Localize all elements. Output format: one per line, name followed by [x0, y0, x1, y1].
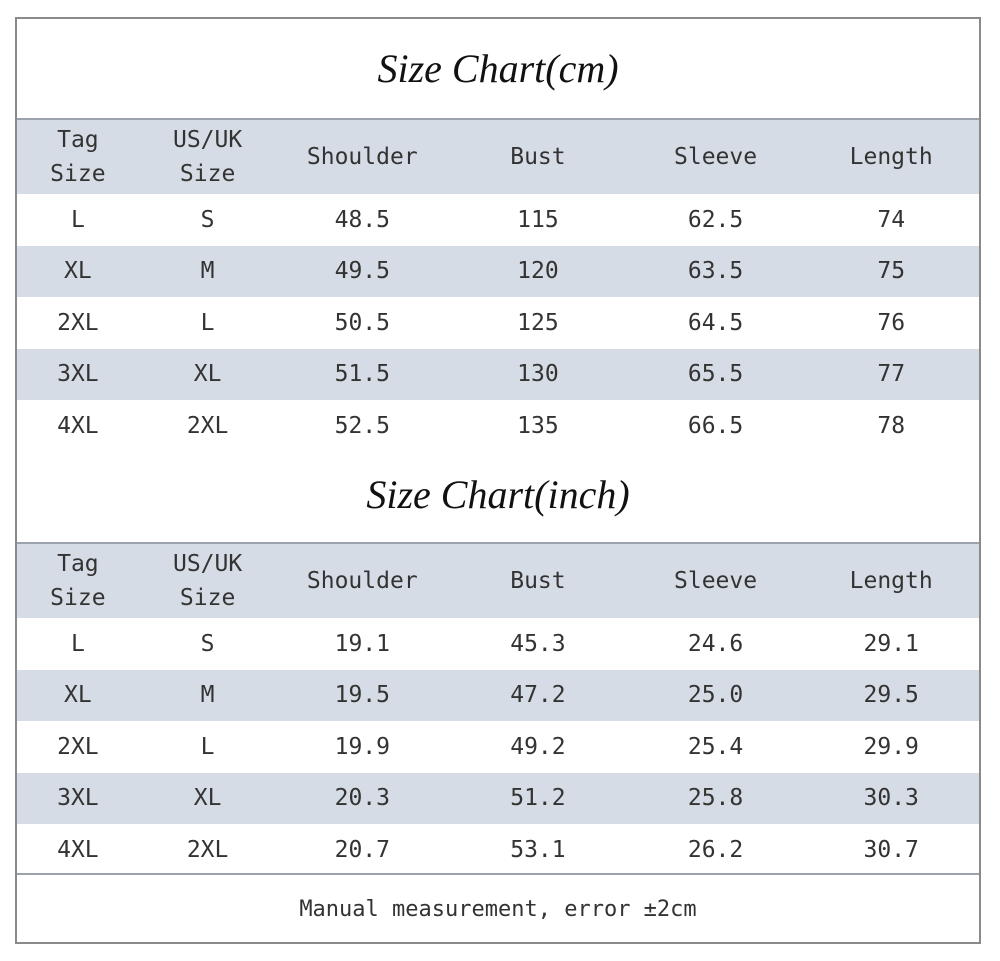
table-row — [17, 670, 979, 722]
table-cell: 120 — [517, 258, 559, 285]
column-header: Length — [849, 568, 933, 594]
inch-chart-title: Size Chart(inch) — [366, 472, 630, 517]
table-cell: 2XL — [186, 412, 229, 439]
table-cell: 4XL — [57, 412, 99, 439]
table-cell: 51.2 — [510, 785, 566, 812]
table-cell: 45.3 — [510, 630, 566, 657]
column-header: Bust — [510, 144, 566, 170]
table-cell: XL — [193, 785, 222, 812]
table-cell: 115 — [517, 206, 559, 233]
table-row — [17, 618, 979, 670]
table-cell: 25.8 — [687, 785, 744, 812]
table-cell: S — [200, 630, 215, 657]
table-cell: 2XL — [57, 733, 99, 760]
header-row — [17, 542, 979, 618]
table-cell: 20.7 — [334, 836, 390, 863]
table-cell: 135 — [517, 412, 559, 439]
table-cell: 3XL — [57, 361, 99, 388]
table-cell: 19.1 — [334, 630, 390, 657]
table-cell: M — [200, 682, 215, 709]
table-cell: L — [200, 733, 215, 760]
table-cell: 30.7 — [863, 836, 919, 863]
table-cell: 49.2 — [510, 733, 566, 760]
table-cell: M — [200, 258, 215, 285]
column-header: US/UK Size — [172, 551, 243, 611]
table-cell: L — [70, 630, 85, 657]
column-header: Length — [849, 144, 933, 170]
column-header: Shoulder — [306, 144, 418, 170]
table-cell: 29.5 — [863, 682, 919, 709]
table-cell: 25.4 — [687, 733, 744, 760]
column-header: Tag Size — [50, 127, 106, 187]
table-cell: 76 — [877, 309, 906, 336]
footer-divider — [17, 873, 979, 875]
table-row — [17, 824, 979, 876]
table-cell: 77 — [877, 361, 906, 388]
table-cell: XL — [193, 361, 222, 388]
table-cell: 48.5 — [334, 206, 390, 233]
table-row — [17, 194, 979, 246]
table-row — [17, 773, 979, 825]
table-cell: 2XL — [57, 309, 99, 336]
table-cell: XL — [64, 258, 92, 285]
table-cell: 64.5 — [687, 309, 744, 336]
table-cell: 78 — [877, 412, 906, 439]
table-cell: 53.1 — [510, 836, 566, 863]
table-cell: 66.5 — [687, 412, 744, 439]
table-cell: L — [70, 206, 85, 233]
cm-size-table — [17, 118, 979, 452]
table-row — [17, 400, 979, 452]
column-header: Shoulder — [306, 568, 418, 594]
table-cell: 65.5 — [687, 361, 744, 388]
table-cell: 3XL — [57, 785, 99, 812]
table-cell: 2XL — [186, 836, 229, 863]
table-cell: 19.5 — [334, 682, 390, 709]
table-cell: 24.6 — [687, 630, 744, 657]
table-cell: S — [200, 206, 215, 233]
size-chart-frame — [15, 17, 981, 944]
table-cell: 19.9 — [334, 733, 390, 760]
table-cell: 29.1 — [863, 630, 919, 657]
table-cell: 50.5 — [334, 309, 390, 336]
table-cell: 52.5 — [334, 412, 390, 439]
table-cell: XL — [64, 682, 92, 709]
measurement-note: Manual measurement, error ±2cm — [299, 897, 697, 922]
table-row — [17, 349, 979, 401]
column-header: Tag Size — [50, 551, 106, 611]
table-cell: 75 — [877, 258, 906, 285]
header-row — [17, 118, 979, 194]
table-cell: 63.5 — [687, 258, 744, 285]
table-cell: L — [200, 309, 215, 336]
table-row — [17, 297, 979, 349]
table-cell: 26.2 — [687, 836, 744, 863]
table-cell: 130 — [517, 361, 559, 388]
table-cell: 74 — [877, 206, 906, 233]
table-cell: 51.5 — [334, 361, 390, 388]
cm-chart-title: Size Chart(cm) — [377, 46, 619, 91]
table-cell: 125 — [517, 309, 559, 336]
inch-size-table — [17, 542, 979, 876]
table-cell: 62.5 — [687, 206, 744, 233]
table-cell: 49.5 — [334, 258, 390, 285]
column-header: Bust — [510, 568, 566, 594]
table-row — [17, 246, 979, 298]
table-row — [17, 721, 979, 773]
table-cell: 4XL — [57, 836, 99, 863]
column-header: US/UK Size — [172, 127, 243, 187]
column-header: Sleeve — [674, 144, 758, 170]
table-cell: 20.3 — [334, 785, 390, 812]
column-header: Sleeve — [674, 568, 758, 594]
table-cell: 29.9 — [863, 733, 919, 760]
table-cell: 47.2 — [510, 682, 566, 709]
table-cell: 25.0 — [687, 682, 744, 709]
table-cell: 30.3 — [863, 785, 919, 812]
